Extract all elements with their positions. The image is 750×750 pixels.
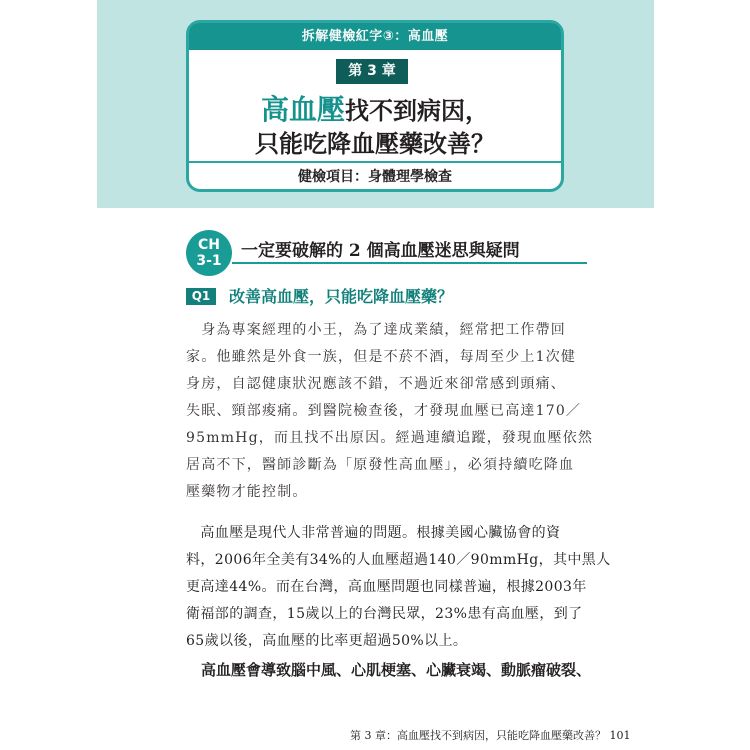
continuation-paragraph — [186, 657, 590, 684]
chapter-title — [189, 93, 561, 161]
chapter-badge: 第 3 章 — [336, 59, 408, 84]
text-line: 65歲以後，高血壓的比率更超過50%以上。 — [186, 633, 468, 649]
section-rule — [232, 262, 587, 264]
section-badge-line2: 3-1 — [196, 253, 222, 269]
text-line: 失眠、頸部痠痛。到醫院檢查後，才發現血壓已高達170／ — [186, 403, 582, 419]
series-strip: 拆解健檢紅字③：高血壓 — [189, 23, 561, 50]
story-paragraph — [186, 317, 594, 506]
text-line: 更高達44%。而在台灣，高血壓問題也同樣普遍，根據2003年 — [186, 579, 587, 595]
chapter-title-card — [186, 20, 564, 192]
chapter-title-highlight: 高血壓 — [260, 93, 345, 126]
text-line: 95mmHg，而且找不出原因。經過連續追蹤，發現血壓依然 — [186, 430, 594, 446]
question-badge: Q1 — [186, 288, 216, 305]
section-number-badge — [186, 230, 232, 276]
text-line: 居高不下，醫師診斷為「原發性高血壓」，必須持續吃降血 — [186, 457, 575, 473]
text-line: 壓藥物才能控制。 — [186, 484, 308, 500]
text-line: 家。他雖然是外食一族，但是不菸不酒，每周至少上1次健 — [186, 349, 577, 365]
section-title: 一定要破解的 2 個高血壓迷思與疑問 — [241, 241, 520, 261]
question-title: 改善高血壓，只能吃降血壓藥？ — [229, 287, 454, 306]
text-line: 高血壓會導致腦中風、心肌梗塞、心臟衰竭、動脈瘤破裂、 — [186, 661, 592, 679]
card-divider — [189, 161, 561, 163]
chapter-title-line2: 只能吃降血壓藥改善？ — [255, 130, 495, 158]
chapter-title-line1: 找不到病因， — [345, 97, 489, 125]
page-footer: 第 3 章：高血壓找不到病因，只能吃降血壓藥改善？ 101 — [350, 729, 631, 742]
text-line: 高血壓是現代人非常普遍的問題。根據美國心臟協會的資 — [186, 525, 561, 541]
text-line: 衛福部的調查，15歲以上的台灣民眾，23%患有高血壓，到了 — [186, 606, 583, 622]
body-paragraph — [186, 520, 611, 655]
section-badge-line1: CH — [198, 237, 220, 253]
text-line: 料，2006年全美有34%的人血壓超過140／90mmHg，其中黑人 — [186, 552, 611, 568]
text-line: 身為專案經理的小王，為了達成業績，經常把工作帶回 — [186, 322, 566, 338]
text-line: 身房，自認健康狀況應該不錯，不過近來卻常感到頭痛、 — [186, 376, 566, 392]
chapter-subtitle: 健檢項目：身體理學檢查 — [298, 169, 452, 185]
